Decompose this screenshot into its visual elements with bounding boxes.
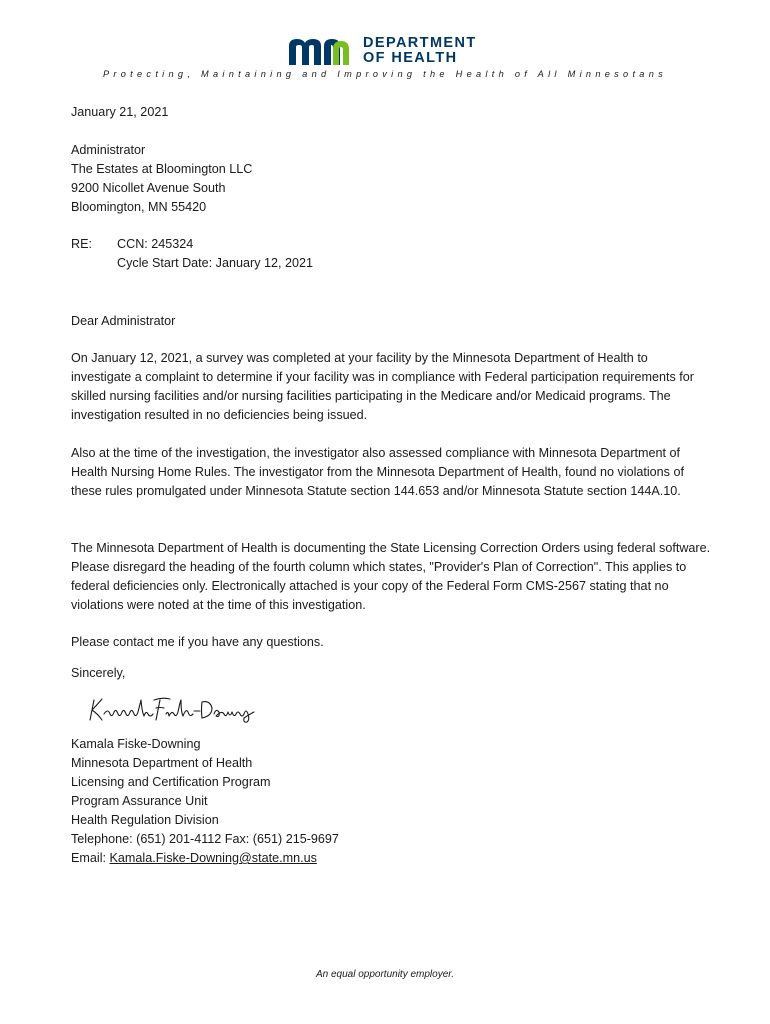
re-details [117,235,313,273]
re-label: RE: [71,237,92,251]
handwritten-signature [88,694,258,729]
address-line: Bloomington, MN 55420 [71,200,207,214]
body-paragraph: On January 12, 2021, a survey was completed at your facility by the Minnesota Department of Health to investigate a complaint to determine if your facility was in compliance with Federal participation requirements for skilled nursing facilities and/or nursing facilities participating in the Medicare and/or Medicaid programs. The investigation resulted in no deficiencies being issued. [71,351,694,422]
signer-line: Licensing and Certification Program [71,775,271,789]
mn-logo-icon [289,37,355,65]
body-paragraph: Also at the time of the investigation, the investigator also assessed compliance with Minnesota Department of Health Nursing Home Rules. The investigator from the Minnesota Department of Health, found no violations of these rules promulgated under Minnesota Statute section 144.653 and/or Minnesota Statute section 144A.10. [71,446,684,498]
address-line: The Estates at Bloomington LLC [71,162,253,176]
tagline: Protecting, Maintaining and Improving the Health of All Minnesotans [102,69,668,79]
signer-line: Minnesota Department of Health [71,756,253,770]
logo-line1: DEPARTMENT [363,35,477,51]
signer-line: Telephone: (651) 201-4112 Fax: (651) 215-9697 [71,832,339,846]
letter-date: January 21, 2021 [71,105,169,119]
signer-line: Program Assurance Unit [71,794,208,808]
signature-block [71,735,339,868]
re-line: CCN: 245324 [117,237,194,251]
logo-wordmark [363,36,477,66]
signer-line: Kamala Fiske-Downing [71,737,201,751]
sign-off: Sincerely, [71,666,126,680]
logo-line2: OF HEALTH [363,50,458,66]
recipient-address [71,141,252,217]
address-line: 9200 Nicollet Avenue South [71,181,226,195]
footer-text: An equal opportunity employer. [315,969,455,980]
email-label: Email: [71,851,110,865]
re-line: Cycle Start Date: January 12, 2021 [117,256,314,270]
greeting: Dear Administrator [71,314,176,328]
body-paragraph: The Minnesota Department of Health is documenting the State Licensing Correction Orders using federal software. Please disregard the heading of the fourth column which states, "Provider's Plan of Correction". This applies to federal deficiencies only. Electronically attached is your copy of the Federal Form CMS-2567 stating that no violations were noted at the time of this investigation. [71,541,711,612]
email-line [71,849,339,868]
signer-line: Health Regulation Division [71,813,219,827]
address-line: Administrator [71,143,146,157]
mdh-logo [289,36,477,66]
closing-question: Please contact me if you have any questions. [71,635,324,649]
email-link[interactable]: Kamala.Fiske-Downing@state.mn.us [109,851,317,865]
